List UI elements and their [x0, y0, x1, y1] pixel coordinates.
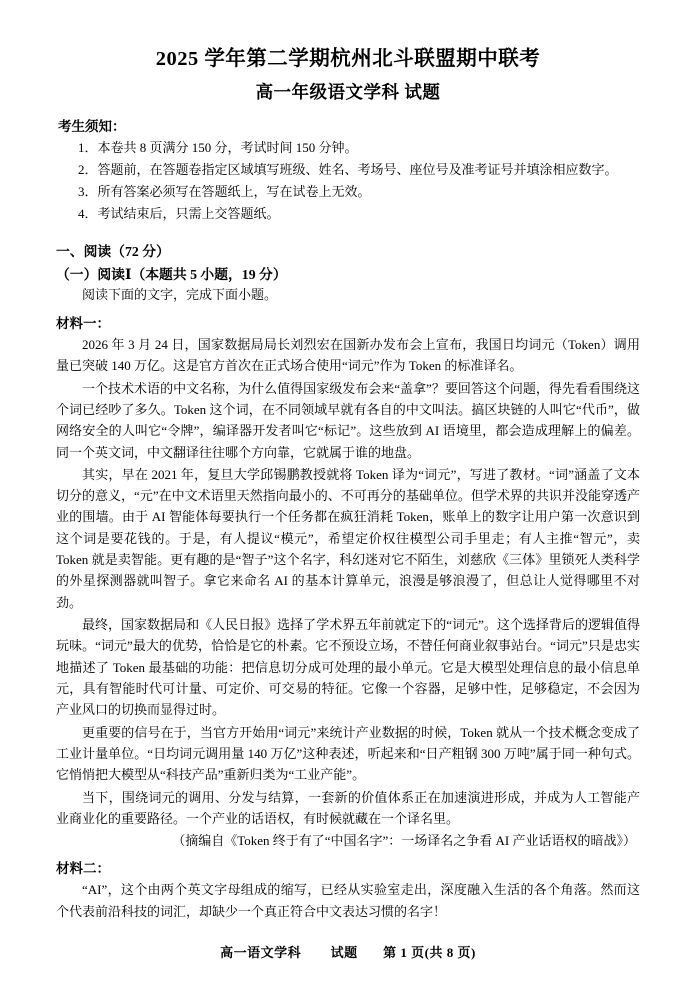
footer-subject: 高一语文学科	[220, 945, 302, 960]
section-heading-part-one: 一、阅读（72 分）	[56, 244, 170, 260]
material-two-label: 材料二：	[56, 861, 110, 877]
page-title: 2025 学年第二学期杭州北斗联盟期中联考	[155, 48, 541, 70]
reading-instruction: 阅读下面的文字，完成下面小题。	[82, 287, 278, 303]
material-one-paragraph: 更重要的信号在于，当官方开始用“词元”来统计产业数据的时候，Token 就从一个技术概念变成了工业计量单位。“日均词元调用量 140 万亿”这种表述，听起来和“日产粗钢 300 万吨”属于同一种句式。它悄悄把大模型从“科技产品”重新归类为“工业产能”。	[56, 724, 640, 783]
material-one-paragraph: 其实，早在 2021 年，复旦大学邱锡鹏教授就将 Token 译为“词元”，写进了教材。“词”涵盖了文本切分的意义，“元”在中文术语里天然指向最小的、不可再分的基础单位。但学术界的共识并没能穿透产业的围墙。由于 AI 智能体每要执行一个任务都在疯狂消耗 Token，账单上的数字让用户第一次意识到这个词是要花钱的。于是，有人提议“模元”，希望定价权往模型公司手里走；有人主推“智元”，卖 Token 就是卖智能。更有趣的是“智子”这个名字，科幻迷对它不陌生，刘慈欣《三体》里锁死人类科学的外星探测器就叫智子。拿它来命名 AI 的基本计算单元，浪漫是够浪漫了，但总让人觉得哪里不对劲。	[56, 466, 640, 610]
footer-page-number: 第 1 页(共 8 页)	[383, 945, 476, 960]
page-footer	[0, 942, 696, 961]
notice-list	[56, 137, 640, 224]
material-one-paragraph: 最终，国家数据局和《人民日报》选择了学术界五年前就定下的“词元”。这个选择背后的逻辑值得玩味。“词元”最大的优势，恰恰是它的朴素。它不预设立场，不替任何商业叙事站台。“词元”只是忠实地描述了 Token 最基础的功能：把信息切分成可处理的最小单元。它是大模型处理信息的最小信息单元，具有智能时代可计量、可定价、可交易的特征。它像一个容器，足够中性，足够稳定，不会因为产业风口的切换而显得过时。	[56, 617, 640, 718]
notice-item: 4．考试结束后，只需上交答题纸。	[78, 206, 280, 222]
material-one-label: 材料一：	[56, 315, 110, 331]
notice-heading: 考生须知：	[58, 119, 126, 134]
material-one-paragraph: 2026 年 3 月 24 日，国家数据局局长刘烈宏在国新办发布会上宣布，我国日均词元（Token）调用量已突破 140 万亿。这是官方首次在正式场合使用“词元”作为 Token 的标准译名。	[56, 336, 640, 374]
section-heading-group-one: （一）阅读Ⅰ（本题共 5 小题，19 分）	[56, 267, 287, 283]
material-two-paragraph: “AI”，这个由两个英文字母组成的缩写，已经从实验室走出，深度融入生活的各个角落。然而这个代表前沿科技的词汇，却缺少一个真正符合中文表达习惯的名字！	[56, 882, 640, 919]
notice-item: 2．答题前，在答题卷指定区域填写班级、姓名、考场号、座位号及准考证号并填涂相应数字。	[78, 162, 618, 178]
material-one-paragraph: 当下，围绕词元的调用、分发与结算，一套新的价值体系正在加速演进形成，并成为人工智能产业商业化的重要路径。一个产业的话语权，有时候就藏在一个译名里。	[56, 789, 640, 826]
material-one-paragraph: 一个技术术语的中文名称，为什么值得国家级发布会来“盖拿”？要回答这个问题，得先看看围绕这个词已经吵了多久。Token 这个词，在不同领域早就有各自的中文叫法。搞区块链的人叫它“代币”，做网络安全的人叫它“令牌”，编译器开发者叫它“标记”。这些放到 AI 语境里，都会造成理解上的偏差。同一个英文词，中文翻译往往哪个方向靠，它就属于谁的地盘。	[56, 380, 640, 460]
notice-item: 1．本卷共 8 页满分 150 分，考试时间 150 分钟。	[78, 140, 358, 155]
notice-item: 3．所有答案必须写在答题纸上，写在试卷上无效。	[78, 184, 371, 200]
footer-doc-type: 试题	[330, 945, 358, 960]
material-one-source: （摘编自《Token 终于有了“中国名字”：一场译名之争看 AI 产业话语权的暗战》）	[172, 833, 636, 849]
page-subtitle: 高一年级语文学科 试题	[255, 81, 441, 102]
